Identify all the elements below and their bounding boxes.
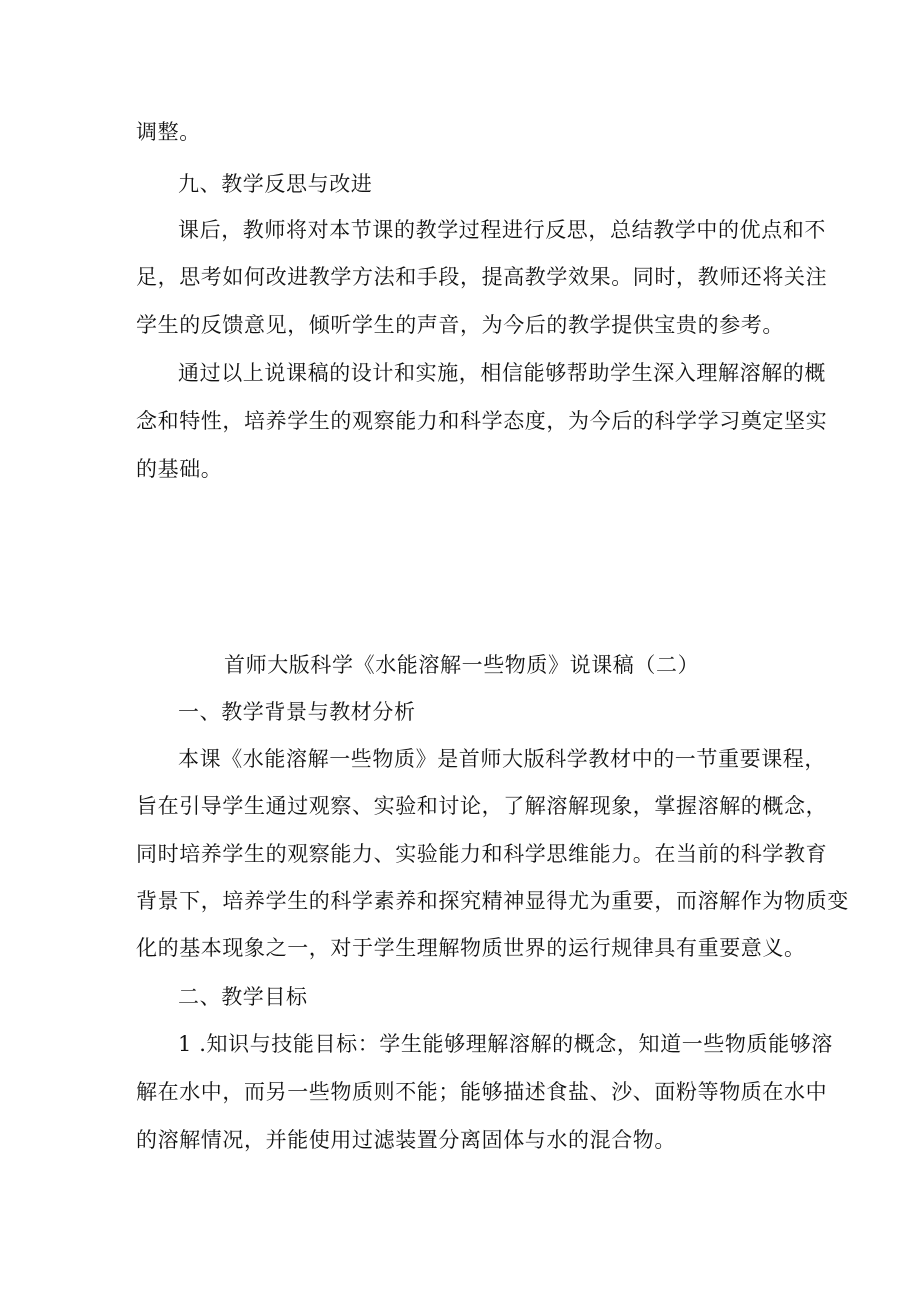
- paragraph-line: 本课《水能溶解一些物质》是首师大版科学教材中的一节重要课程，: [178, 747, 826, 771]
- paragraph-line: 同时培养学生的观察能力、实验能力和科学思维能力。在当前的科学教育: [136, 842, 828, 866]
- section-heading-background: 一、教学背景与教材分析: [178, 700, 416, 724]
- paragraph-line: 足，思考如何改进教学方法和手段，提高教学效果。同时，教师还将关注: [136, 265, 828, 289]
- paragraph-line: 化的基本现象之一，对于学生理解物质世界的运行规律具有重要意义。: [136, 936, 806, 960]
- paragraph-tail-line: 调整。: [136, 120, 201, 144]
- document-title: 首师大版科学《水能溶解一些物质》说课稿（二）: [224, 653, 700, 677]
- section-heading-reflection: 九、教学反思与改进: [178, 172, 373, 196]
- section-heading-goals: 二、教学目标: [178, 985, 308, 1009]
- paragraph-line: 旨在引导学生通过观察、实验和讨论，了解溶解现象，掌握溶解的概念，: [136, 794, 828, 818]
- paragraph-line: 的溶解情况，并能使用过滤装置分离固体与水的混合物。: [136, 1128, 676, 1152]
- paragraph-line: 解在水中，而另一些物质则不能；能够描述食盐、沙、面粉等物质在水中: [136, 1080, 828, 1104]
- paragraph-line: 课后，教师将对本节课的教学过程进行反思，总结教学中的优点和不: [178, 218, 826, 242]
- paragraph-line: 背景下，培养学生的科学素养和探究精神显得尤为重要，而溶解作为物质变: [136, 889, 849, 913]
- paragraph-line: 通过以上说课稿的设计和实施，相信能够帮助学生深入理解溶解的概: [178, 361, 826, 385]
- paragraph-line: 1 .知识与技能目标：学生能够理解溶解的概念，知道一些物质能够溶: [178, 1032, 833, 1056]
- paragraph-line: 学生的反馈意见，倾听学生的声音，为今后的教学提供宝贵的参考。: [136, 313, 784, 337]
- paragraph-line: 念和特性，培养学生的观察能力和科学态度，为今后的科学学习奠定坚实: [136, 409, 828, 433]
- paragraph-line: 的基础。: [136, 457, 223, 481]
